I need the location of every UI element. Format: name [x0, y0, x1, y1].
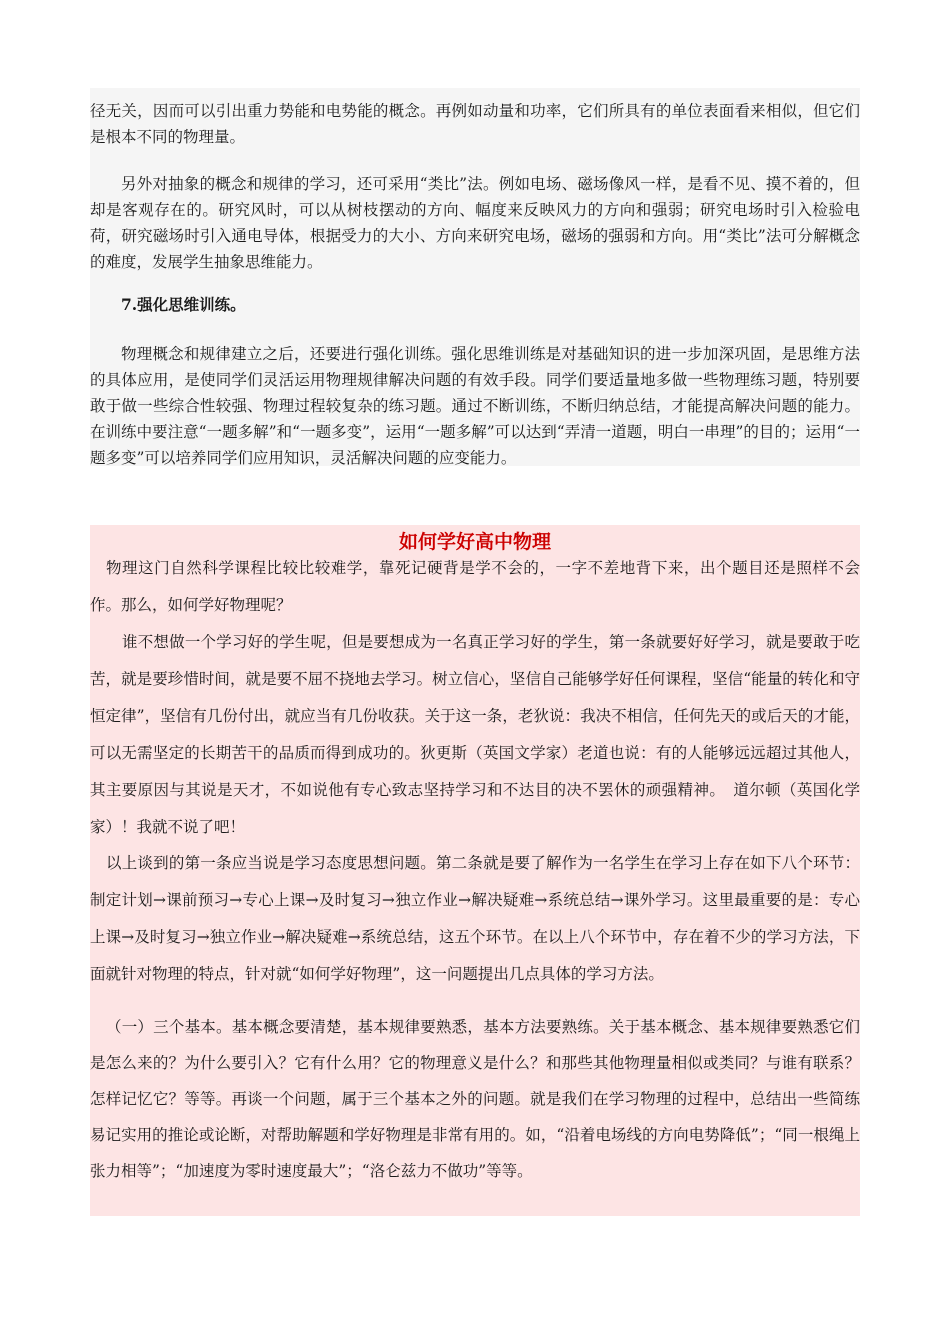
paragraph-analogy: 另外对抽象的概念和规律的学习，还可采用“类比”法。例如电场、磁场像风一样，是看不见、摸不着的，但却是客观存在的。研究风时，可以从树枝摆动的方向、幅度来反映风力的方向和强弱；研究电场时引入检验电荷，研究磁场时引入通电导体，根据受力的大小、方向来研究电场，磁场的强弱和方向。用“类比”法可分解概念的难度，发展学生抽象思维能力。	[90, 175, 860, 271]
paragraph-intro: 物理这门自然科学课程比较比较难学，靠死记硬背是学不会的，一字不差地背下来，出个题目还是照样不会作。那么，如何学好物理呢？	[90, 559, 860, 614]
paragraph-three-basics: （一）三个基本。基本概念要清楚，基本规律要熟悉，基本方法要熟练。关于基本概念、基本规律要熟悉它们是怎么来的？为什么要引入？它有什么用？它的物理意义是什么？和那些其他物理量相似或类同？与谁有联系？怎样记忆它？等等。再谈一个问题，属于三个基本之外的问题。就是我们在学习物理的过程中，总结出一些简练易记实用的推论或论断，对帮助解题和学好物理是非常有用的。如，“沿着电场线的方向电势降低”；“同一根绳上张力相等”；“加速度为零时速度最大”；“洛仑兹力不做功”等等。	[90, 1018, 860, 1180]
section-heading-7: 7.强化思维训练。	[121, 295, 246, 314]
paragraph-thinking-training: 物理概念和规律建立之后，还要进行强化训练。强化思维训练是对基础知识的进一步加深巩固，是思维方法的具体应用，是使同学们灵活运用物理规律解决问题的有效手段。同学们要适量地多做一些物理练习题，特别要敢于做一些综合性较强、物理过程较复杂的练习题。通过不断训练，不断归纳总结，才能提高解决问题的能力。在训练中要注意“一题多解”和“一题多变”，运用“一题多解”可以达到“弄清一道题，明白一串理”的目的；运用“一题多变”可以培养同学们应用知识，灵活解决问题的应变能力。	[90, 345, 860, 467]
paragraph-continuation: 径无关，因而可以引出重力势能和电势能的概念。再例如动量和功率，它们所具有的单位表面看来相似，但它们是根本不同的物理量。	[90, 102, 860, 146]
paragraph-eight-steps: 以上谈到的第一条应当说是学习态度思想问题。第二条就是要了解作为一名学生在学习上存在如下八个环节：制定计划→课前预习→专心上课→及时复习→独立作业→解决疑难→系统总结→课外学习。这里最重要的是：专心上课→及时复习→独立作业→解决疑难→系统总结，这五个环节。在以上八个环节中，存在着不少的学习方法，下面就针对物理的特点，针对就“如何学好物理”，这一问题提出几点具体的学习方法。	[90, 854, 860, 983]
article-title: 如何学好高中物理	[398, 531, 551, 553]
paragraph-attitude: 谁不想做一个学习好的学生呢，但是要想成为一名真正学习好的学生，第一条就要好好学习，就是要敢于吃苦，就是要珍惜时间，就是要不屈不挠地去学习。树立信心，坚信自己能够学好任何课程，坚信“能量的转化和守恒定律”，坚信有几份付出，就应当有几份收获。关于这一条，老狄说：我决不相信，任何先天的或后天的才能，可以无需坚定的长期苦干的品质而得到成功的。狄更斯（英国文学家）老道也说：有的人能够远远超过其他人，其主要原因与其说是天才，不如说他有专心致志坚持学习和不达目的决不罢休的顽强精神。 道尔顿（英国化学家）！我就不说了吧！	[90, 633, 860, 836]
